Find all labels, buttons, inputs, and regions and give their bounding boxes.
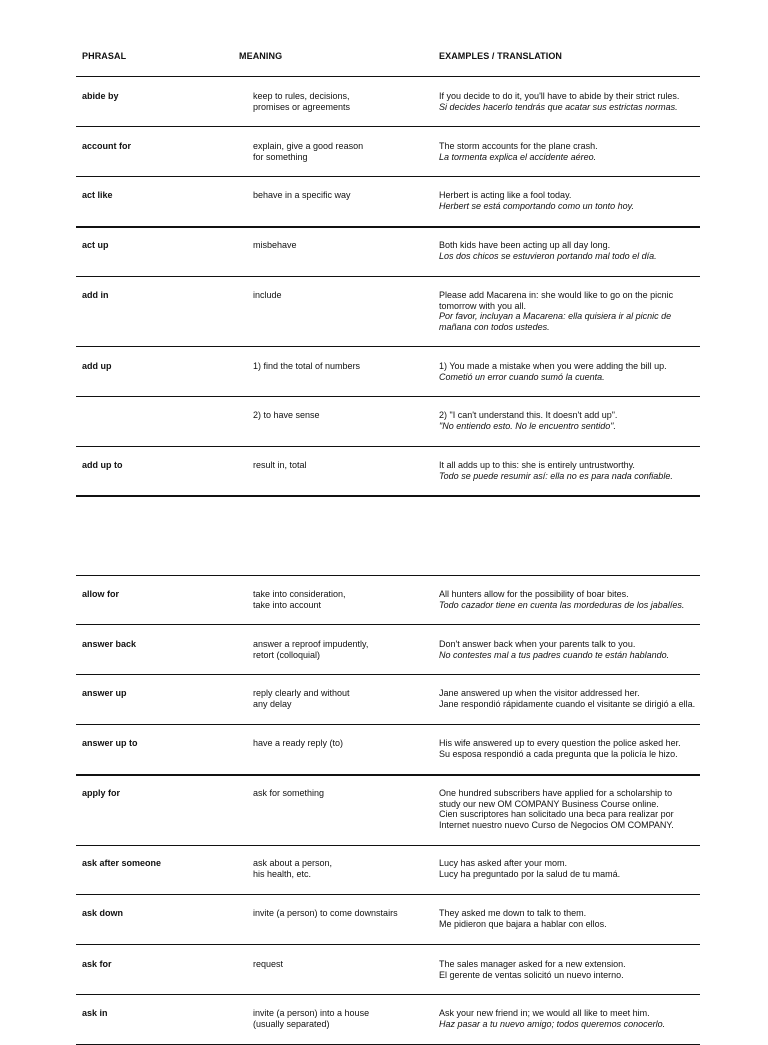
row-divider	[76, 446, 700, 447]
translation-line: "No entiendo esto. No le encuentro sentido".	[439, 420, 617, 431]
example-line: All hunters allow for the possibility of boar bites.	[439, 589, 629, 599]
meaning	[253, 589, 346, 610]
translation-line: Todo cazador tiene en cuenta las mordeduras de los jabalíes.	[439, 599, 685, 610]
meaning-line: reply clearly and without	[253, 688, 350, 698]
meaning-line: for something	[253, 151, 308, 162]
meaning-line: result in, total	[253, 460, 307, 470]
example-line: Jane respondió rápidamente cuando el visitante se dirigió a ella.	[439, 698, 696, 709]
meaning-line: promises or agreements	[253, 101, 351, 112]
example	[439, 639, 669, 660]
row-divider	[76, 624, 700, 625]
example-line: His wife answered up to every question the police asked her.	[439, 738, 681, 748]
phrasal-verb: answer up	[82, 688, 127, 698]
row-divider	[76, 176, 700, 177]
meaning-line: misbehave	[253, 240, 297, 250]
example	[439, 1008, 665, 1029]
meaning-line: ask about a person,	[253, 858, 333, 868]
example-line: tomorrow with you all.	[439, 300, 527, 311]
header-meaning: MEANING	[239, 51, 283, 61]
meaning	[253, 688, 350, 709]
phrasal-verb: ask down	[82, 908, 124, 918]
meaning	[253, 738, 343, 749]
translation-line: La tormenta explica el accidente aéreo.	[439, 151, 597, 162]
example	[439, 589, 684, 610]
row-divider	[76, 994, 700, 995]
meaning-line: answer a reproof impudently,	[253, 639, 369, 649]
meaning	[253, 190, 351, 201]
meaning-line: keep to rules, decisions,	[253, 91, 350, 101]
table-top-rule	[76, 575, 700, 576]
example	[439, 908, 607, 929]
phrasal-verb: account for	[82, 141, 132, 151]
translation-line: Si decides hacerlo tendrás que acatar sus estrictas normas.	[439, 101, 678, 112]
meaning-line: (usually separated)	[253, 1018, 330, 1029]
meaning-line: 2) to have sense	[253, 410, 320, 420]
meaning	[253, 290, 282, 301]
phrasal-verb: add in	[82, 290, 109, 300]
example-line: 1) You made a mistake when you were adding the bill up.	[439, 361, 667, 371]
translation-line: Todo se puede resumir así: ella no es para nada confiable.	[439, 470, 673, 481]
example-line: The storm accounts for the plane crash.	[439, 141, 598, 151]
meaning-line: behave in a specific way	[253, 190, 351, 200]
example	[439, 290, 673, 332]
row-divider	[76, 894, 700, 895]
example	[439, 460, 673, 481]
example-line: study our new OM COMPANY Business Course online.	[439, 798, 659, 809]
row-divider	[76, 845, 700, 846]
phrasal-verb: abide by	[82, 91, 119, 101]
meaning	[253, 410, 320, 421]
meaning-line: take into consideration,	[253, 589, 346, 599]
header-rule	[76, 76, 700, 77]
phrasal-verb: add up	[82, 361, 112, 371]
phrasal-verb: act like	[82, 190, 113, 200]
phrasal-verb: ask for	[82, 959, 112, 969]
translation-line: Los dos chicos se estuvieron portando mal todo el día.	[439, 250, 657, 261]
meaning-line: include	[253, 290, 282, 300]
meaning-line: take into account	[253, 599, 322, 610]
example	[439, 141, 598, 162]
example	[439, 959, 626, 980]
meaning-line: 1) find the total of numbers	[253, 361, 361, 371]
meaning	[253, 91, 350, 112]
meaning-line: ask for something	[253, 788, 325, 798]
meaning-line: request	[253, 959, 284, 969]
example	[439, 738, 681, 759]
row-divider	[76, 495, 700, 497]
example-line: Please add Macarena in: she would like to go on the picnic	[439, 290, 674, 300]
meaning-line: his health, etc.	[253, 868, 312, 879]
example	[439, 190, 634, 211]
translation-line: Haz pasar a tu nuevo amigo; todos queremos conocerlo.	[439, 1018, 666, 1029]
row-divider	[76, 724, 700, 725]
phrasal-verb: ask in	[82, 1008, 108, 1018]
row-divider	[76, 226, 700, 228]
meaning	[253, 959, 283, 970]
example	[439, 858, 620, 879]
example-line: Cien suscriptores han solicitado una beca para realizar por	[439, 809, 674, 819]
example-line: Su esposa respondió a cada pregunta que la policía le hizo.	[439, 748, 678, 759]
meaning	[253, 639, 368, 660]
translation-line: mañana con todos ustedes.	[439, 321, 550, 332]
row-divider	[76, 674, 700, 675]
example	[439, 788, 674, 830]
meaning-line: invite (a person) into a house	[253, 1008, 370, 1018]
meaning	[253, 908, 398, 919]
meaning-line: have a ready reply (to)	[253, 738, 344, 748]
example-line: Don't answer back when your parents talk to you.	[439, 639, 636, 649]
meaning-line: invite (a person) to come downstairs	[253, 908, 398, 918]
example-line: Lucy has asked after your mom.	[439, 858, 568, 868]
translation-line: Por favor, incluyan a Macarena: ella quisiera ir al picnic de	[439, 311, 672, 321]
example	[439, 361, 667, 382]
phrasal-verb: answer up to	[82, 738, 138, 748]
translation-line: No contestes mal a tus padres cuando te están hablando.	[439, 649, 670, 660]
example-line: Internet nuestro nuevo Curso de Negocios OM COMPANY.	[439, 819, 674, 830]
meaning	[253, 460, 307, 471]
translation-line: Herbert se está comportando como un tonto hoy.	[439, 200, 634, 211]
row-divider	[76, 774, 700, 776]
example-line: They asked me down to talk to them.	[439, 908, 587, 918]
phrasal-verb: act up	[82, 240, 109, 250]
row-divider	[76, 396, 700, 397]
phrasal-verb: answer back	[82, 639, 137, 649]
phrasal-verb: add up to	[82, 460, 123, 470]
phrasal-verb: allow for	[82, 589, 120, 599]
example-line: Jane answered up when the visitor addressed her.	[439, 688, 640, 698]
meaning	[253, 361, 360, 372]
example-line: Lucy ha preguntado por la salud de tu mamá.	[439, 868, 621, 879]
example-line: 2) "I can't understand this. It doesn't add up".	[439, 410, 618, 420]
example-line: El gerente de ventas solicitó un nuevo interno.	[439, 969, 624, 980]
row-divider	[76, 944, 700, 945]
row-divider	[76, 126, 700, 127]
example-line: Ask your new friend in; we would all like to meet him.	[439, 1008, 650, 1018]
example	[439, 91, 679, 112]
meaning	[253, 788, 324, 799]
example-line: It all adds up to this: she is entirely untrustworthy.	[439, 460, 635, 470]
translation-line: Cometió un error cuando sumó la cuenta.	[439, 371, 605, 382]
example-line: Me pidieron que bajara a hablar con ellos.	[439, 918, 607, 929]
meaning-line: retort (colloquial)	[253, 649, 321, 660]
header-examples: EXAMPLES / TRANSLATION	[439, 51, 563, 61]
meaning-line: explain, give a good reason	[253, 141, 364, 151]
example-line: Herbert is acting like a fool today.	[439, 190, 572, 200]
example	[439, 240, 657, 261]
meaning	[253, 240, 297, 251]
phrasal-verb: apply for	[82, 788, 121, 798]
meaning-line: any delay	[253, 698, 292, 709]
example-line: If you decide to do it, you'll have to abide by their strict rules.	[439, 91, 680, 101]
row-divider	[76, 276, 700, 277]
example	[439, 410, 617, 431]
meaning	[253, 1008, 369, 1029]
example	[439, 688, 695, 709]
meaning	[253, 858, 332, 879]
example-line: One hundred subscribers have applied for a scholarship to	[439, 788, 673, 798]
phrasal-verb: ask after someone	[82, 858, 162, 868]
row-divider	[76, 346, 700, 347]
example-line: The sales manager asked for a new extension.	[439, 959, 626, 969]
meaning	[253, 141, 363, 162]
header-phrasal: PHRASAL	[82, 51, 127, 61]
example-line: Both kids have been acting up all day long.	[439, 240, 611, 250]
